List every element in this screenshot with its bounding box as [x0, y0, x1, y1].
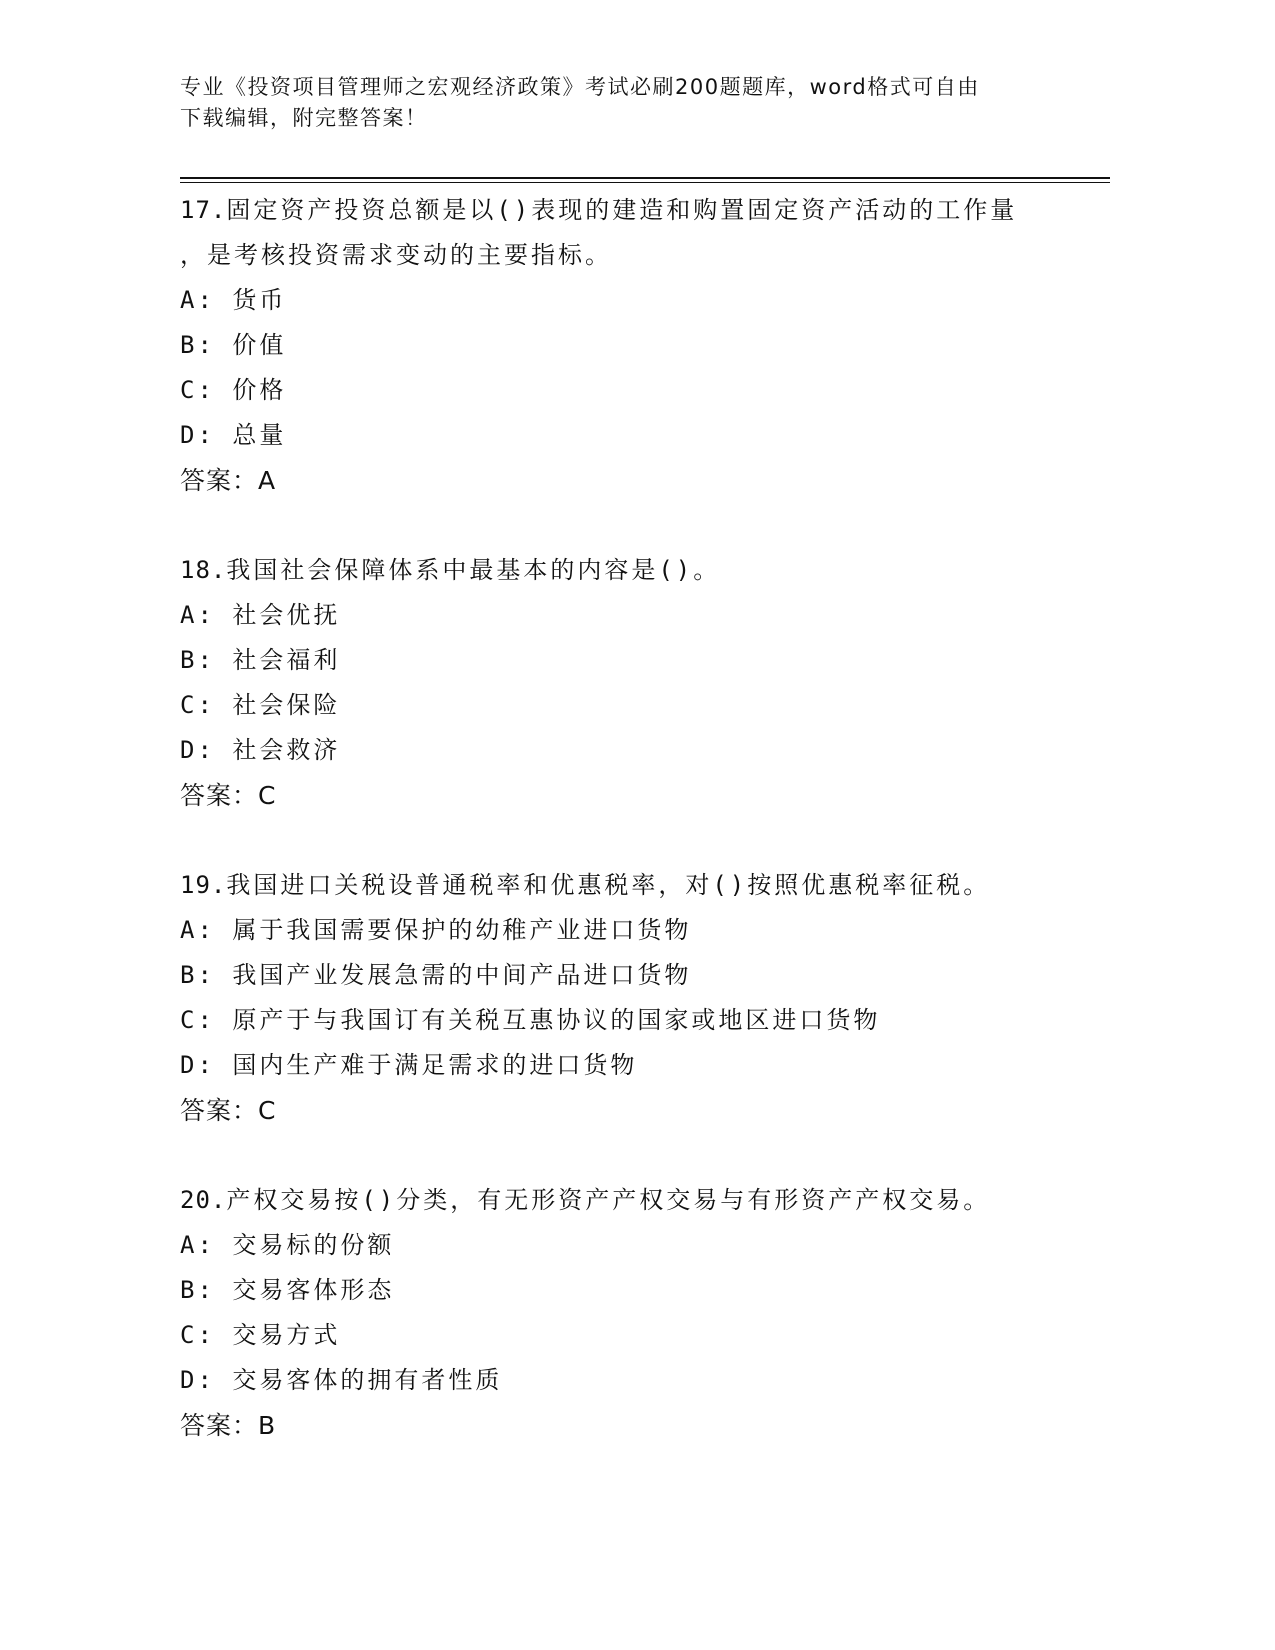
option-label: A:	[180, 916, 215, 944]
option-text: 交易客体形态	[232, 1276, 395, 1304]
option-text: 我国产业发展急需的中间产品进口货物	[232, 961, 692, 989]
question-18	[180, 548, 1080, 818]
option-b	[180, 323, 1080, 368]
option-label: B:	[180, 331, 215, 359]
document-header	[180, 72, 1040, 134]
option-a	[180, 593, 1080, 638]
question-number: 17.	[180, 196, 227, 224]
option-label: C:	[180, 691, 215, 719]
question-list	[180, 188, 1080, 1493]
option-d	[180, 413, 1080, 458]
option-text: 价格	[232, 376, 287, 404]
option-label: A:	[180, 286, 215, 314]
question-stem	[180, 188, 1080, 233]
option-text: 货币	[232, 286, 287, 314]
option-text: 社会优抚	[232, 601, 341, 629]
question-stem-line-1: 产权交易按()分类，有无形资产产权交易与有形资产产权交易。	[226, 1186, 991, 1214]
question-20	[180, 1178, 1080, 1448]
question-stem-line-1: 我国进口关税设普通税率和优惠税率，对()按照优惠税率征税。	[226, 871, 991, 899]
option-d	[180, 1043, 1080, 1088]
question-stem-line-1: 固定资产投资总额是以()表现的建造和购置固定资产活动的工作量	[226, 196, 1018, 224]
option-label: D:	[180, 736, 215, 764]
question-17	[180, 188, 1080, 503]
option-text: 社会救济	[232, 736, 341, 764]
option-text: 国内生产难于满足需求的进口货物	[232, 1051, 638, 1079]
option-a	[180, 278, 1080, 323]
answer: 答案：B	[180, 1411, 277, 1440]
question-stem	[180, 1178, 1080, 1223]
option-d	[180, 728, 1080, 773]
option-label: B:	[180, 1276, 215, 1304]
question-number: 18.	[180, 556, 227, 584]
option-a	[180, 1223, 1080, 1268]
option-c	[180, 998, 1080, 1043]
option-label: D:	[180, 1051, 215, 1079]
answer: 答案：C	[180, 781, 277, 810]
option-label: B:	[180, 961, 215, 989]
question-number: 19.	[180, 871, 227, 899]
question-stem-line-2: ，是考核投资需求变动的主要指标。	[180, 241, 612, 269]
option-label: D:	[180, 421, 215, 449]
answer: 答案：C	[180, 1096, 277, 1125]
header-divider-thick	[180, 177, 1110, 179]
option-d	[180, 1358, 1080, 1403]
option-b	[180, 638, 1080, 683]
option-c	[180, 1313, 1080, 1358]
option-c	[180, 368, 1080, 413]
option-text: 交易标的份额	[232, 1231, 395, 1259]
option-label: B:	[180, 646, 215, 674]
option-c	[180, 683, 1080, 728]
option-b	[180, 1268, 1080, 1313]
option-text: 交易方式	[232, 1321, 341, 1349]
option-label: A:	[180, 1231, 215, 1259]
header-line-2: 下载编辑，附完整答案！	[180, 106, 428, 130]
option-text: 社会福利	[232, 646, 341, 674]
option-label: C:	[180, 1321, 215, 1349]
question-number: 20.	[180, 1186, 227, 1214]
option-text: 总量	[232, 421, 287, 449]
option-a	[180, 908, 1080, 953]
option-text: 属于我国需要保护的幼稚产业进口货物	[232, 916, 692, 944]
question-stem	[180, 863, 1080, 908]
option-text: 交易客体的拥有者性质	[232, 1366, 503, 1394]
option-text: 社会保险	[232, 691, 341, 719]
question-stem-line-1: 我国社会保障体系中最基本的内容是()。	[226, 556, 721, 584]
option-label: C:	[180, 1006, 215, 1034]
option-label: A:	[180, 601, 215, 629]
answer: 答案：A	[180, 466, 277, 495]
option-b	[180, 953, 1080, 998]
option-text: 原产于与我国订有关税互惠协议的国家或地区进口货物	[232, 1006, 881, 1034]
option-text: 价值	[232, 331, 287, 359]
option-label: D:	[180, 1366, 215, 1394]
header-divider-thin	[180, 182, 1110, 183]
question-stem	[180, 548, 1080, 593]
question-19	[180, 863, 1080, 1133]
header-line-1: 专业《投资项目管理师之宏观经济政策》考试必刷200题题库，word格式可自由	[180, 75, 980, 99]
option-label: C:	[180, 376, 215, 404]
